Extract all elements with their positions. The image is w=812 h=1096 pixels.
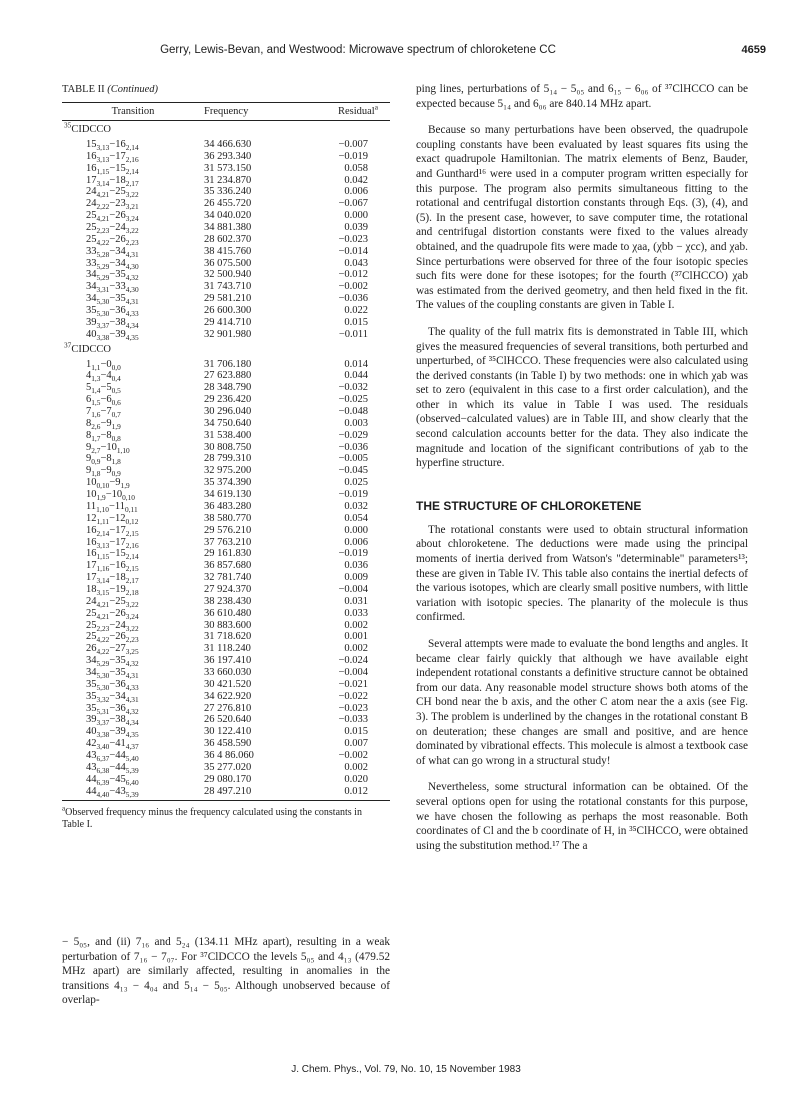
frequency-cell: 31 118.240 [204, 643, 251, 655]
section-heading: THE STRUCTURE OF CHLOROKETENE [416, 498, 642, 513]
table-row [62, 317, 390, 329]
transition-cell: $17_{3,14}-18_{2,17}$ [86, 572, 139, 586]
residual-cell: −0.025 [338, 394, 368, 406]
transition-cell: $8_{2,6}-9_{1,9}$ [86, 417, 121, 431]
transition-cell: $25_{4,22}-26_{2,23}$ [86, 233, 139, 247]
table-row [62, 691, 390, 703]
frequency-cell: 34 040.020 [204, 210, 252, 222]
transition-cell: $16_{3,13}-17_{2,16}$ [86, 150, 139, 164]
table-row [62, 679, 390, 691]
left-column [62, 84, 390, 831]
transition-cell: $24_{2,22}-23_{3,21}$ [86, 198, 139, 212]
transition-cell: $17_{3,14}-18_{2,17}$ [86, 174, 139, 188]
frequency-cell: 31 573.150 [204, 162, 252, 174]
transition-cell: $42_{3,40}-41_{4,37}$ [86, 738, 139, 752]
table-row [62, 370, 390, 382]
isotope-heading-37: $^{37}$CIDCCO [64, 340, 112, 355]
residual-cell: 0.033 [344, 607, 368, 619]
table-row [62, 175, 390, 187]
table-row [62, 477, 390, 489]
transition-cell: $18_{3,15}-19_{2,18}$ [86, 583, 139, 598]
col-frequency: Frequency [204, 103, 300, 121]
page-number: 4659 [741, 44, 766, 56]
table-row [62, 258, 390, 270]
table-row [62, 667, 390, 679]
transition-cell: $43_{6,38}-44_{5,39}$ [86, 761, 139, 775]
frequency-cell: 37 763.210 [204, 536, 252, 548]
table-row [62, 453, 390, 465]
table-row [62, 281, 390, 293]
frequency-cell: 30 296.040 [204, 406, 252, 418]
transitions-table [62, 102, 390, 801]
residual-cell: −0.002 [338, 281, 368, 293]
transition-cell: $33_{5,29}-34_{4,30}$ [86, 257, 139, 271]
table-row [62, 596, 390, 608]
residual-cell: 0.020 [344, 773, 368, 785]
residual-cell: −0.036 [338, 293, 368, 305]
frequency-cell: 31 743.710 [204, 281, 252, 293]
residual-cell: 0.044 [344, 370, 368, 382]
residual-cell: −0.004 [338, 666, 368, 678]
transition-cell: $35_{5,31}-36_{4,32}$ [86, 702, 139, 716]
table-row [62, 560, 390, 572]
transition-cell: $26_{4,22}-27_{3,25}$ [86, 643, 139, 657]
frequency-cell: 31 234.870 [204, 174, 252, 186]
frequency-cell: 32 500.940 [204, 269, 252, 281]
frequency-cell: 34 466.630 [204, 139, 252, 150]
table-row [62, 465, 390, 477]
transition-cell: $9_{1,8}-9_{0,9}$ [86, 465, 121, 479]
frequency-cell: 31 718.620 [204, 631, 252, 643]
transition-cell: $11_{1,10}-11_{0,11}$ [86, 500, 138, 515]
residual-cell: 0.001 [344, 631, 368, 643]
table-row [62, 786, 390, 801]
residual-cell: −0.019 [338, 150, 368, 162]
frequency-cell: 29 236.420 [204, 394, 252, 406]
transition-cell: $9_{2,7}-10_{1,10}$ [86, 441, 130, 455]
residual-cell: 0.009 [344, 572, 368, 584]
table-row [62, 394, 390, 406]
frequency-cell: 30 122.410 [204, 726, 252, 738]
residual-cell: −0.045 [338, 465, 368, 477]
residual-cell: 0.031 [344, 595, 368, 607]
table-row [62, 222, 390, 234]
residual-cell: −0.029 [338, 429, 368, 441]
frequency-cell: 36 610.480 [204, 607, 252, 619]
frequency-cell: 31 706.180 [204, 358, 252, 370]
residual-cell: −0.021 [338, 678, 368, 690]
right-column [416, 82, 748, 865]
frequency-cell: 34 750.640 [204, 417, 252, 429]
frequency-cell: 35 336.240 [204, 186, 252, 198]
table-row [62, 198, 390, 210]
transition-cell: $16_{2,14}-17_{2,15}$ [86, 524, 139, 538]
transition-cell: $24_{4,21}-25_{3,22}$ [86, 595, 139, 609]
transition-cell: $39_{3,37}-38_{4,34}$ [86, 714, 139, 728]
frequency-cell: 27 276.810 [204, 702, 252, 714]
col-transition: Transition [62, 103, 204, 121]
table-row [62, 163, 390, 175]
transition-cell: $7_{1,6}-7_{0,7}$ [86, 406, 121, 420]
residual-cell: 0.007 [344, 738, 368, 750]
frequency-cell: 29 414.710 [204, 316, 252, 328]
residual-cell: 0.043 [344, 257, 368, 269]
table-body [62, 121, 390, 801]
table-row [62, 631, 390, 643]
residual-cell: −0.022 [338, 690, 368, 702]
residual-cell: 0.032 [344, 500, 368, 512]
frequency-cell: 34 622.920 [204, 690, 252, 702]
table-row [62, 750, 390, 762]
frequency-cell: 36 197.410 [204, 655, 252, 667]
table-row [62, 643, 390, 655]
frequency-cell: 32 901.980 [204, 328, 252, 340]
residual-cell: 0.003 [344, 417, 368, 429]
table-row [62, 382, 390, 394]
table-row [62, 269, 390, 281]
frequency-cell: 36 458.590 [204, 738, 252, 750]
transition-cell: $34_{5,29}-35_{4,32}$ [86, 269, 139, 283]
frequency-cell: 27 924.370 [204, 583, 252, 595]
frequency-cell: 35 374.390 [204, 477, 252, 489]
table-row [62, 489, 390, 501]
transition-cell: $6_{1,5}-6_{0,6}$ [86, 394, 121, 408]
residual-cell: −0.019 [338, 548, 368, 560]
transition-cell: $15_{3,13}-16_{2,14}$ [86, 139, 139, 153]
table-row [62, 714, 390, 726]
transition-cell: $25_{2,23}-24_{3,22}$ [86, 222, 139, 236]
frequency-cell: 34 619.130 [204, 489, 252, 501]
frequency-cell: 35 277.020 [204, 761, 252, 773]
table-row [62, 548, 390, 560]
running-title: Gerry, Lewis-Bevan, and Westwood: Microwave spectrum of chloroketene CC [160, 44, 556, 56]
transition-cell: $39_{3,37}-38_{4,34}$ [86, 316, 139, 330]
table-row [62, 442, 390, 454]
table-row [62, 329, 390, 341]
transition-cell: $33_{5,28}-34_{4,31}$ [86, 245, 139, 259]
paragraph-2: Because so many perturbations have been observed, the quadrupole coupling constants have been evaluated by least squares fits using the exact quadrupole Hamiltonian. The matrix elements of Benz, Bauder, and Gunthard¹⁶ were used in a computer program written especially for this purpose. The program also permits simultaneous fitting to the rotational and centrifugal distortion constants through Eqs. (3), (4), and (5). In the present case, however, to save computer time, the rotational and centrifugal distortion constants were fixed to the values already obtained, and the quadrupole fits were made to χaa, (χbb − χcc), and χab. Since perturbations were observed for three of the four isotopic species such fits were done for these isotopes; for the fourth (³⁷ClHCCO) χab was estimated from the derived geometry, and then held fixed in the fit. The values of the coupling constants are given in Table I. [416, 124, 748, 312]
residual-cell: −0.002 [338, 749, 368, 761]
transition-cell: $12_{1,11}-12_{0,12}$ [86, 512, 139, 526]
transition-cell: $34_{5,30}-35_{4,31}$ [86, 293, 139, 307]
table-row [62, 234, 390, 246]
transition-cell: $9_{0,9}-8_{1,8}$ [86, 453, 121, 467]
residual-cell: 0.042 [344, 174, 368, 186]
residual-cell: −0.005 [338, 453, 368, 465]
residual-cell: 0.039 [344, 222, 368, 234]
table-row [62, 655, 390, 667]
residual-cell: 0.014 [344, 358, 368, 370]
transition-cell: $44_{6,39}-45_{6,40}$ [86, 773, 139, 787]
frequency-cell: 29 080.170 [204, 773, 252, 785]
transition-cell: $25_{4,21}-26_{3,24}$ [86, 607, 139, 621]
left-body-text: − 5₀₅, and (ii) 7₁₆ and 5₂₄ (134.11 MHz apart), resulting in a weak perturbation of 7₁₆ − 7₀₇. For ³⁷ClDCCO the levels 5₀₅ and 4₁₃ (479.52 MHz apart) are similarly affected, resulting in anomalies in the transitions 4₁₃ − 4₀₄ and 5₁₄ − 5₀₅. Although unobserved because of overlap- [62, 936, 390, 1007]
transition-cell: $35_{5,30}-36_{4,33}$ [86, 678, 139, 692]
transition-cell: $16_{3,13}-17_{2,16}$ [86, 536, 139, 550]
frequency-cell: 27 623.880 [204, 370, 252, 382]
transition-cell: $44_{4,40}-43_{5,39}$ [62, 786, 204, 801]
transition-cell: $43_{6,37}-44_{5,40}$ [86, 749, 139, 764]
residual-cell: 0.000 [344, 524, 368, 536]
paragraph-4: The rotational constants were used to obtain structural information about chloroketene. The deductions were made using the principal moments of inertia derived from Watson's "determinable" parameters¹³; these are given in Table IV. This table also contains the inertial defects of the various isotopes, which are clearly small positive numbers, with little variation with isotopic species. The planarity of the molecule is thus confirmed. [416, 523, 748, 624]
transition-cell: $25_{2,23}-24_{3,22}$ [86, 619, 139, 633]
frequency-cell: 31 538.400 [204, 429, 252, 441]
residual-cell: −0.023 [338, 702, 368, 714]
residual-cell: 0.002 [344, 761, 368, 773]
table-row [62, 139, 390, 151]
frequency-cell: 36 483.280 [204, 500, 252, 512]
table-row [62, 762, 390, 774]
isotope-heading-35: $^{35}$CIDCCO [64, 120, 112, 135]
transition-cell: $25_{4,21}-26_{3,24}$ [86, 210, 139, 224]
residual-cell: 0.002 [344, 619, 368, 631]
frequency-cell: 33 660.030 [204, 666, 252, 678]
table-row [62, 406, 390, 418]
table-row [62, 537, 390, 549]
table-row [62, 210, 390, 222]
frequency-cell: 32 781.740 [204, 572, 252, 584]
frequency-cell: 28 348.790 [204, 382, 252, 394]
table-row [62, 501, 390, 513]
residual-cell: 0.025 [344, 477, 368, 489]
transition-cell: $1_{1,1}-0_{0,0}$ [86, 358, 121, 372]
residual-cell: 0.015 [344, 316, 368, 328]
transition-cell: $25_{4,22}-26_{2,23}$ [86, 631, 139, 645]
transition-cell: $40_{3,38}-39_{4,35}$ [86, 726, 139, 740]
journal-footer: J. Chem. Phys., Vol. 79, No. 10, 15 November 1983 [291, 1064, 521, 1075]
transition-cell: $34_{3,31}-33_{4,30}$ [86, 281, 139, 295]
residual-cell: 0.006 [344, 536, 368, 548]
table-caption [62, 84, 390, 95]
transition-cell: $34_{5,30}-35_{4,31}$ [86, 666, 139, 681]
frequency-cell: 36 857.680 [204, 560, 252, 572]
residual-cell: 0.006 [344, 186, 368, 198]
frequency-cell: 29 581.210 [204, 293, 252, 305]
residual-cell: −0.023 [338, 233, 368, 245]
residual-cell: −0.014 [338, 245, 368, 257]
transition-cell: $34_{5,29}-35_{4,32}$ [86, 655, 139, 669]
table-row [62, 430, 390, 442]
table-row [62, 513, 390, 525]
residual-cell: 0.036 [344, 560, 368, 572]
table-caption-label: TABLE II [62, 84, 105, 95]
frequency-cell: 26 455.720 [204, 198, 252, 210]
transition-cell: $10_{1,9}-10_{0,10}$ [86, 489, 135, 503]
table-row [62, 572, 390, 584]
frequency-cell: 30 808.750 [204, 441, 252, 453]
table-header-row [62, 103, 390, 121]
table-row [62, 305, 390, 317]
frequency-cell: 36 4 86.060 [204, 749, 254, 761]
residual-cell: −0.033 [338, 714, 368, 726]
residual-cell: −0.007 [338, 139, 368, 150]
table-row [62, 608, 390, 620]
running-header [0, 44, 812, 60]
table-row [62, 359, 390, 371]
frequency-cell: 26 600.300 [204, 305, 252, 317]
frequency-cell: 34 881.380 [204, 222, 252, 234]
residual-cell: 0.000 [344, 210, 368, 222]
table-row [62, 186, 390, 198]
residual-cell: −0.032 [338, 382, 368, 394]
frequency-cell: 36 293.340 [204, 150, 252, 162]
transition-cell: $24_{4,21}-25_{3,22}$ [86, 186, 139, 200]
frequency-cell: 28 602.370 [204, 233, 252, 245]
table-row [62, 293, 390, 305]
frequency-cell: 38 238.430 [204, 595, 252, 607]
residual-cell: −0.011 [338, 328, 368, 340]
table-row [62, 418, 390, 430]
table-row [62, 726, 390, 738]
residual-cell: −0.004 [338, 583, 368, 595]
frequency-cell: 30 421.520 [204, 678, 252, 690]
table-row [62, 703, 390, 715]
residual-cell: 0.015 [344, 726, 368, 738]
paragraph-5: Several attempts were made to evaluate the bond lengths and angles. It became clear fairly quickly that although we have available eight independent rotational constants a definitive structure cannot be obtained from our data. Any reasonable model structure shows both atoms of the CH bond near the b axis, and the other C atom near the a axis (see Fig. 3). The problem is underlined by the changes in the rotational constant B on deuteration; these changes are small and positive, and are hence dominated by vibrational effects. This molecule is almost a textbook case of what can go wrong in a structural study! [416, 638, 748, 767]
residual-cell: −0.019 [338, 489, 368, 501]
transition-cell: $8_{1,7}-8_{0,8}$ [86, 429, 121, 443]
residual-cell: 0.012 [300, 786, 390, 801]
transition-cell: $35_{5,30}-36_{4,33}$ [86, 305, 139, 319]
table-row [62, 246, 390, 258]
transition-cell: $5_{1,4}-5_{0,5}$ [86, 382, 121, 396]
residual-cell: −0.048 [338, 406, 368, 418]
residual-cell: −0.036 [338, 441, 368, 453]
transition-cell: $16_{1,15}-15_{2,14}$ [86, 548, 139, 562]
table-row [62, 525, 390, 537]
transition-cell: $4_{1,3}-4_{0,4}$ [86, 370, 121, 384]
transition-cell: $35_{3,32}-34_{4,31}$ [86, 690, 139, 704]
col-residual: Residual$^a$ [300, 103, 390, 121]
transition-cell: $17_{1,16}-16_{2,15}$ [86, 560, 139, 574]
table-row [62, 151, 390, 163]
frequency-cell: 36 075.500 [204, 257, 252, 269]
table-caption-continued: (Continued) [107, 84, 158, 95]
frequency-cell: 29 576.210 [204, 524, 252, 536]
residual-cell: 0.058 [344, 162, 368, 174]
table-row [62, 620, 390, 632]
residual-cell: −0.067 [338, 198, 368, 210]
table-row [62, 774, 390, 786]
transition-cell: $10_{0,10}-9_{1,9}$ [86, 477, 130, 491]
frequency-cell: 38 415.760 [204, 245, 252, 257]
residual-cell: 0.054 [344, 512, 368, 524]
paragraph-3: The quality of the full matrix fits is demonstrated in Table III, which gives the measured frequencies of several transitions, both perturbed and unperturbed, of ³⁵ClHCCO. These frequencies were also calculated using the derived constants (in Table I) by two methods: one in which χab was set to zero (equivalent in this case to a first order calculation), and the other in which its value in Table I was used. The residuals (observed−calculated values) are in Table III, and show clearly that the second calculation accounts better for the data. They also indicate the magnitude and location of the significant contributions of χab to the hyperfine structure. [416, 325, 748, 470]
frequency-cell: 38 580.770 [204, 512, 252, 524]
frequency-cell: 28 799.310 [204, 453, 252, 465]
table-row [62, 738, 390, 750]
residual-cell: −0.012 [338, 269, 368, 281]
transition-cell: $40_{3,38}-39_{4,35}$ [86, 328, 139, 342]
residual-cell: 0.002 [344, 643, 368, 655]
paragraph-6: Nevertheless, some structural information can be obtained. Of the several options open for using the rotational constants for this purpose, we have chosen the following as perhaps the most reasonable. Both coordinates of Cl and the b coordinate of H, in ³⁵ClHCCO, were obtained using the substitution method.¹⁷ The a [416, 781, 748, 852]
frequency-cell: 32 975.200 [204, 465, 252, 477]
table-footnote: $^a$Observed frequency minus the frequency calculated using the constants in Table I. [62, 805, 362, 831]
table-row [62, 584, 390, 596]
frequency-cell: 28 497.210 [204, 786, 300, 801]
frequency-cell: 30 883.600 [204, 619, 252, 631]
residual-cell: 0.022 [344, 305, 368, 317]
transition-cell: $16_{1,15}-15_{2,14}$ [86, 162, 139, 176]
frequency-cell: 26 520.640 [204, 714, 252, 726]
paragraph-1: ping lines, perturbations of 5₁₄ − 5₀₅ and 6₁₅ − 6₀₆ of ³⁷ClHCCO can be expected because 5₁₄ and 6₀₆ are 840.14 MHz apart. [416, 83, 748, 110]
frequency-cell: 29 161.830 [204, 548, 252, 560]
residual-cell: −0.024 [338, 655, 368, 667]
